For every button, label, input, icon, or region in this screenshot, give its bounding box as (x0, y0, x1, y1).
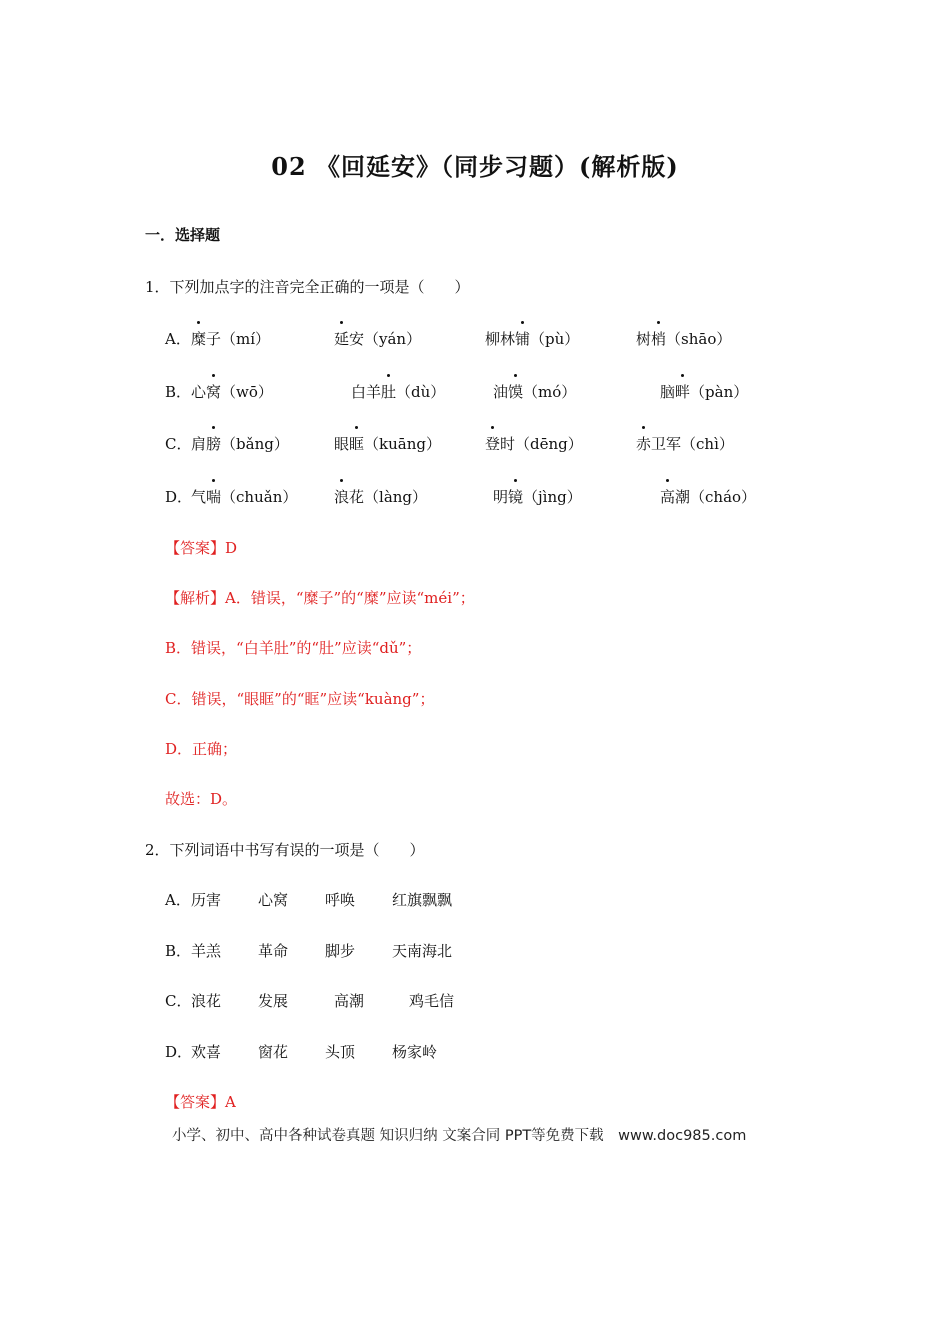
option-item (191, 486, 297, 507)
item-text: 花（làng） (349, 488, 428, 506)
item-text: 柳林 (485, 330, 516, 348)
item-text: （pàn） (690, 383, 749, 401)
item-text: 卫军（chì） (651, 435, 734, 453)
item-text: （pù） (530, 330, 580, 348)
option-word: 杨家岭 (392, 1043, 438, 1061)
dotted-char: 赤 (636, 435, 652, 453)
dotted-char: 眶 (349, 435, 365, 453)
dotted-char: 镜 (508, 488, 524, 506)
option-word: 脚步 (325, 942, 356, 960)
option-word: 羊羔 (191, 942, 222, 960)
item-text: （kuāng） (364, 435, 441, 453)
item-text: 眼 (334, 435, 350, 453)
option-word: 浪花 (191, 992, 222, 1010)
option-label: B． (165, 942, 192, 960)
option-word: 窗花 (258, 1043, 289, 1061)
option-item (334, 486, 427, 507)
analysis-line: C．错误，“眼眶”的“眶”应读“kuàng”； (165, 690, 435, 708)
option-label: C． (165, 435, 192, 453)
option-label: D． (165, 1043, 193, 1061)
analysis-line: 故选：D。 (165, 790, 238, 808)
dotted-char: 铺 (515, 330, 531, 348)
option-item (660, 381, 748, 402)
option-item (485, 433, 583, 454)
analysis-line: 【解析】A．错误，“糜子”的“糜”应读“méi”； (165, 589, 475, 607)
option-word: 鸡毛信 (409, 992, 455, 1010)
item-text: 安（yán） (349, 330, 422, 348)
option-label: A． (165, 330, 191, 348)
section-heading: 一．选择题 (145, 226, 221, 244)
item-text: 树 (636, 330, 652, 348)
question-1-stem: 1．下列加点字的注音完全正确的一项是（ ） (145, 278, 470, 296)
item-text: 肩 (191, 435, 207, 453)
item-text: （wō） (221, 383, 273, 401)
option-item (636, 328, 731, 349)
item-text: （jìng） (523, 488, 582, 506)
option-item (334, 328, 421, 349)
item-text: 时（dēng） (500, 435, 583, 453)
footer-text: 小学、初中、高中各种试卷真题 知识归纳 文案合同 PPT等免费下载 www.doc985.com (172, 1128, 747, 1144)
dotted-char: 膀 (206, 435, 222, 453)
option-word: 天南海北 (392, 942, 453, 960)
item-text: （mó） (523, 383, 577, 401)
item-text: 白羊 (351, 383, 382, 401)
question-2-stem: 2．下列词语中书写有误的一项是（ ） (145, 841, 425, 859)
item-text: 油 (493, 383, 509, 401)
option-item (191, 381, 273, 402)
option-item (493, 381, 576, 402)
option-item (351, 381, 445, 402)
dotted-char: 馍 (508, 383, 524, 401)
dotted-char: 窝 (206, 383, 222, 401)
option-word: 头顶 (325, 1043, 356, 1061)
dotted-char: 肚 (381, 383, 397, 401)
item-text: （dù） (396, 383, 446, 401)
dotted-char: 喘 (206, 488, 222, 506)
option-word: 发展 (258, 992, 289, 1010)
item-text: （chuǎn） (221, 488, 298, 506)
option-label: B． (165, 383, 192, 401)
option-item (636, 433, 734, 454)
page-title: 02 《回延安》（同步习题）(解析版) (271, 152, 679, 181)
option-word: 欢喜 (191, 1043, 222, 1061)
dotted-char: 延 (334, 330, 350, 348)
dotted-char: 梢 (651, 330, 667, 348)
dotted-char: 糜 (191, 330, 207, 348)
item-text: （shāo） (666, 330, 732, 348)
option-item (191, 328, 270, 349)
item-text: 明 (493, 488, 509, 506)
item-text: 心 (191, 383, 207, 401)
option-word: 革命 (258, 942, 289, 960)
option-label: C． (165, 992, 192, 1010)
dotted-char: 高 (660, 488, 676, 506)
item-text: 子（mí） (206, 330, 271, 348)
dotted-char: 登 (485, 435, 501, 453)
option-item (660, 486, 756, 507)
option-item (485, 328, 579, 349)
option-word: 心窝 (258, 891, 289, 909)
item-text: 潮（cháo） (675, 488, 757, 506)
option-word: 历害 (191, 891, 222, 909)
item-text: （bǎng） (221, 435, 289, 453)
question-2-answer: 【答案】A (165, 1093, 236, 1111)
option-label: A． (165, 891, 191, 909)
option-label: D． (165, 488, 193, 506)
option-word: 红旗飘飘 (392, 891, 453, 909)
analysis-line: B．错误，“白羊肚”的“肚”应读“dǔ”； (165, 639, 422, 657)
dotted-char: 浪 (334, 488, 350, 506)
option-item (493, 486, 582, 507)
question-1-answer: 【答案】D (165, 539, 238, 557)
analysis-line: D．正确； (165, 740, 238, 758)
dotted-char: 畔 (675, 383, 691, 401)
item-text: 脑 (660, 383, 676, 401)
item-text: 气 (191, 488, 207, 506)
option-item (191, 433, 289, 454)
option-item (334, 433, 441, 454)
option-word: 呼唤 (325, 891, 356, 909)
option-word: 高潮 (334, 992, 365, 1010)
